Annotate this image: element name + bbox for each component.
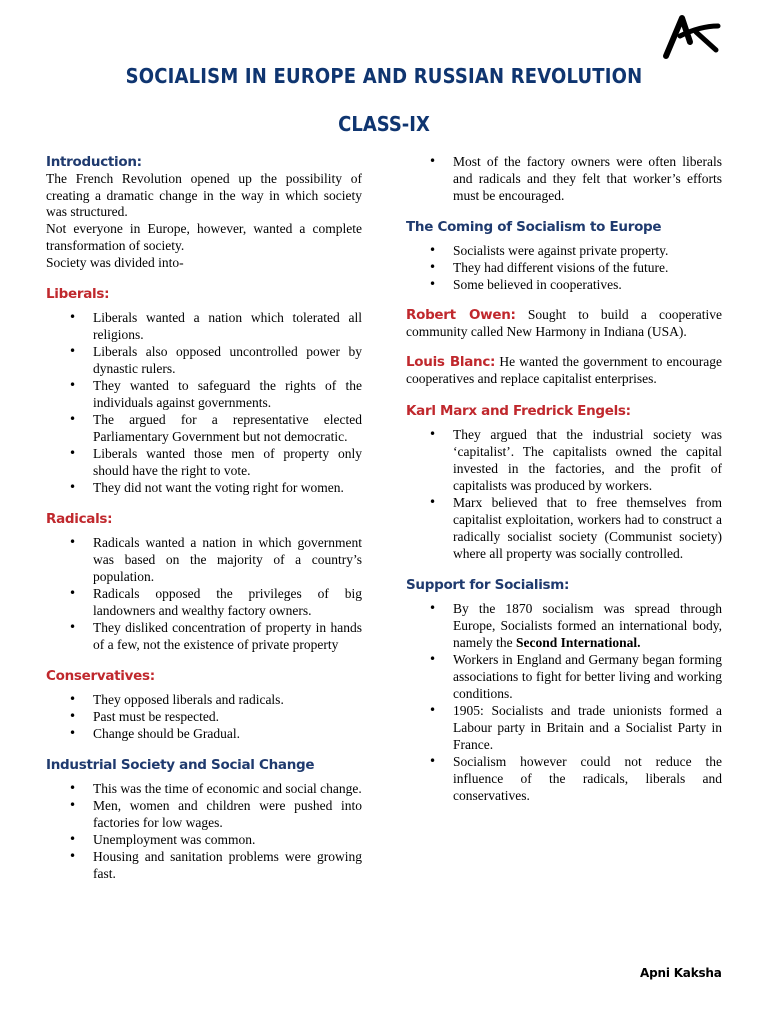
list-item: • Unemployment was common. (46, 831, 362, 848)
list-item: • Socialism however could not reduce the influence of the radicals, liberals and conservatives. (406, 753, 722, 804)
liberals-list (46, 309, 362, 496)
list-item: • Socialists were against private property. (406, 242, 722, 259)
coming-of-socialism-heading: The Coming of Socialism to Europe (406, 219, 662, 235)
industrial-society-heading: Industrial Society and Social Change (46, 757, 315, 774)
liberals-heading: Liberals: (46, 286, 110, 303)
marx-engels-list (406, 426, 722, 562)
robert-owen-name: Robert Owen: (406, 307, 516, 323)
intro-paragraph-2: Not everyone in Europe, however, wanted a complete transformation of society. (46, 221, 362, 253)
marx-engels-heading: Karl Marx and Fredrick Engels: (406, 402, 631, 419)
apni-kaksha-logo-icon (660, 12, 724, 60)
list-item: • They had different visions of the future. (406, 259, 722, 276)
intro-paragraph-1: The French Revolution opened up the possibility of creating a dramatic change in the way in which society was structured. (46, 171, 362, 220)
list-item: • They did not want the voting right for women. (46, 479, 362, 496)
radicals-heading: Radicals: (46, 511, 113, 528)
list-item: • Radicals wanted a nation in which government was based on the majority of a country’s population. (46, 534, 362, 585)
list-item: • They wanted to safeguard the rights of the individuals against governments. (46, 377, 362, 411)
industrial-list (46, 780, 362, 882)
intro-paragraph-3: Society was divided into- (46, 254, 184, 270)
list-item: • They opposed liberals and radicals. (46, 691, 362, 708)
louis-blanc-paragraph (406, 354, 722, 387)
list-item: • Housing and sanitation problems were growing fast. (46, 848, 362, 882)
list-item: • Liberals also opposed uncontrolled power by dynastic rulers. (46, 343, 362, 377)
second-international-term: Second International. (515, 634, 641, 650)
support-list (406, 600, 722, 804)
support-item-text: By the 1870 socialism was spread through Europe, Socialists formed an international body, namely the (453, 600, 722, 650)
list-item: • 1905: Socialists and trade unionists formed a Labour party in Britain and a Socialist Party in France. (406, 702, 722, 753)
list-item: • Liberals wanted those men of property only should have the right to vote. (46, 445, 362, 479)
robert-owen-paragraph (406, 307, 722, 340)
radicals-list (46, 534, 362, 653)
list-item: • Some believed in cooperatives. (406, 276, 722, 293)
introduction-heading: Introduction: (46, 154, 142, 170)
list-item: • Past must be respected. (46, 708, 362, 725)
list-item: • Liberals wanted a nation which tolerated all religions. (46, 309, 362, 343)
list-item: • Change should be Gradual. (46, 725, 362, 742)
list-item: • They argued that the industrial society was ‘capitalist’. The capitalists owned the capital invested in the factories, and the profit of capitalists was produced by workers. (406, 426, 722, 494)
list-item: • Workers in England and Germany began forming associations to fight for better living and working conditions. (406, 651, 722, 702)
list-item: • They disliked concentration of property in hands of a few, not the existence of private property (46, 619, 362, 653)
louis-blanc-name: Louis Blanc: (406, 354, 496, 371)
list-item: • This was the time of economic and social change. (46, 780, 362, 797)
robert-owen-text: Sought to build a cooperative community called New Harmony in Indiana (USA). (406, 307, 722, 339)
support-for-socialism-heading: Support for Socialism: (406, 576, 570, 593)
list-item: • Most of the factory owners were often liberals and radicals and they felt that worker’s efforts must be encouraged. (406, 153, 722, 204)
left-column (46, 153, 362, 882)
conservatives-list (46, 691, 362, 742)
coming-of-socialism-list (406, 242, 722, 293)
louis-blanc-text: He wanted the government to encourage cooperatives and replace capitalist enterprises. (406, 354, 722, 387)
list-item (406, 600, 722, 651)
factory-owners-list (406, 153, 722, 204)
right-column (406, 153, 722, 804)
conservatives-heading: Conservatives: (46, 668, 155, 685)
list-item: • Marx believed that to free themselves from capitalist exploitation, workers had to construct a radically socialist society (Communist society) where all property was socially controlled. (406, 494, 722, 562)
document-title: SOCIALISM IN EUROPE AND RUSSIAN REVOLUTION (125, 64, 643, 88)
list-item: • Radicals opposed the privileges of big landowners and wealthy factory owners. (46, 585, 362, 619)
footer-brand: Apni Kaksha (640, 966, 722, 980)
list-item: • The argued for a representative elected Parliamentary Government but not democratic. (46, 411, 362, 445)
list-item: • Men, women and children were pushed into factories for low wages. (46, 797, 362, 831)
class-label: CLASS-IX (338, 112, 430, 136)
